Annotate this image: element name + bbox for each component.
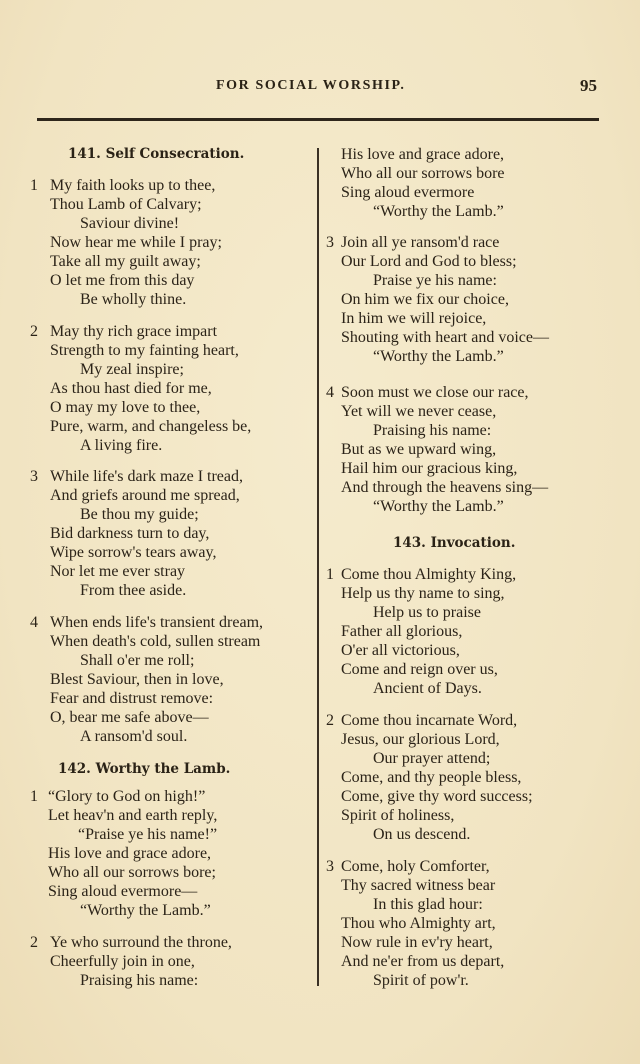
verse-line: On him we fix our choice, — [341, 291, 509, 308]
verse-line: And through the heavens sing— — [341, 479, 549, 496]
verse-line: His love and grace adore, — [341, 146, 505, 163]
verse-line: Be thou my guide; — [80, 506, 199, 523]
verse-line: But as we upward wing, — [341, 441, 497, 458]
verse-line: My faith looks up to thee, — [50, 177, 216, 194]
verse-line: Sing aloud evermore— — [48, 883, 198, 900]
stanza-number: 1 — [30, 788, 38, 805]
hymn-title-142: 142. Worthy the Lamb. — [58, 761, 231, 777]
verse-line: Our Lord and God to bless; — [341, 253, 517, 270]
verse-line: My zeal inspire; — [80, 361, 184, 378]
verse-line: Who all our sorrows bore — [341, 165, 505, 182]
hymn-title-143: 143. Invocation. — [393, 535, 516, 551]
verse-line: Hail him our gracious king, — [341, 460, 518, 477]
verse-line: Shouting with heart and voice— — [341, 329, 549, 346]
verse-line: While life's dark maze I tread, — [50, 468, 244, 485]
verse-line: Come thou incarnate Word, — [341, 712, 518, 729]
verse-line: Praising his name: — [80, 972, 199, 989]
running-title: FOR SOCIAL WORSHIP. — [216, 78, 406, 93]
running-head — [0, 78, 640, 98]
verse-line: Help us to praise — [373, 604, 481, 621]
verse-line: Shall o'er me roll; — [80, 652, 195, 669]
verse-line: Thou Lamb of Calvary; — [50, 196, 202, 213]
verse-line: Come, holy Comforter, — [341, 858, 490, 875]
verse-line: And ne'er from us depart, — [341, 953, 505, 970]
stanza-number: 4 — [30, 614, 38, 631]
verse-line: His love and grace adore, — [48, 845, 212, 862]
verse-line: And griefs around me spread, — [50, 487, 240, 504]
verse-line: Yet will we never cease, — [341, 403, 497, 420]
verse-line: “Worthy the Lamb.” — [373, 203, 504, 220]
stanza-number: 1 — [326, 566, 334, 583]
stanza-number: 2 — [326, 712, 334, 729]
verse-line: In him we will rejoice, — [341, 310, 487, 327]
verse-line: Be wholly thine. — [80, 291, 187, 308]
verse-line: “Glory to God on high!” — [48, 788, 206, 805]
verse-line: Strength to my fainting heart, — [50, 342, 239, 359]
stanza-number: 3 — [326, 234, 334, 251]
verse-line: Jesus, our glorious Lord, — [341, 731, 500, 748]
verse-line: O, bear me safe above— — [50, 709, 209, 726]
verse-line: O let me from this day — [50, 272, 195, 289]
verse-line: On us descend. — [373, 826, 471, 843]
verse-line: Ancient of Days. — [373, 680, 482, 697]
verse-line: Come, give thy word success; — [341, 788, 533, 805]
verse-line: Spirit of pow'r. — [373, 972, 469, 989]
verse-line: When death's cold, sullen stream — [50, 633, 261, 650]
column-divider — [317, 148, 319, 986]
verse-line: Help us thy name to sing, — [341, 585, 505, 602]
verse-line: Our prayer attend; — [373, 750, 491, 767]
verse-line: Wipe sorrow's tears away, — [50, 544, 217, 561]
verse-line: Sing aloud evermore — [341, 184, 475, 201]
hymn-title-141: 141. Self Consecration. — [68, 146, 245, 162]
verse-line: In this glad hour: — [373, 896, 483, 913]
stanza-number: 3 — [326, 858, 334, 875]
verse-line: Come, and thy people bless, — [341, 769, 522, 786]
verse-line: Pure, warm, and changeless be, — [50, 418, 252, 435]
verse-line: Thy sacred witness bear — [341, 877, 496, 894]
verse-line: “Worthy the Lamb.” — [373, 348, 504, 365]
verse-line: Come thou Almighty King, — [341, 566, 517, 583]
verse-line: A living fire. — [80, 437, 163, 454]
verse-line: Come and reign over us, — [341, 661, 498, 678]
verse-line: Now rule in ev'ry heart, — [341, 934, 493, 951]
verse-line: Fear and distrust remove: — [50, 690, 214, 707]
verse-line: O'er all victorious, — [341, 642, 460, 659]
verse-line: Take all my guilt away; — [50, 253, 201, 270]
stanza-number: 2 — [30, 934, 38, 951]
verse-line: Spirit of holiness, — [341, 807, 455, 824]
verse-line: Let heav'n and earth reply, — [48, 807, 218, 824]
verse-line: “Worthy the Lamb.” — [373, 498, 504, 515]
verse-line: Saviour divine! — [80, 215, 180, 232]
verse-line: Join all ye ransom'd race — [341, 234, 500, 251]
verse-line: O may my love to thee, — [50, 399, 201, 416]
verse-line: Praise ye his name: — [373, 272, 497, 289]
verse-line: A ransom'd soul. — [80, 728, 188, 745]
verse-line: Blest Saviour, then in love, — [50, 671, 224, 688]
verse-line: Nor let me ever stray — [50, 563, 186, 580]
verse-line: “Worthy the Lamb.” — [80, 902, 211, 919]
stanza-number: 1 — [30, 177, 38, 194]
verse-line: When ends life's transient dream, — [50, 614, 264, 631]
verse-line: Bid darkness turn to day, — [50, 525, 210, 542]
verse-line: From thee aside. — [80, 582, 187, 599]
verse-line: Father all glorious, — [341, 623, 463, 640]
verse-line: Now hear me while I pray; — [50, 234, 222, 251]
verse-line: As thou hast died for me, — [50, 380, 212, 397]
verse-line: May thy rich grace impart — [50, 323, 218, 340]
page-number: 95 — [580, 76, 597, 95]
verse-line: Soon must we close our race, — [341, 384, 529, 401]
stanza-number: 2 — [30, 323, 38, 340]
stanza-number: 3 — [30, 468, 38, 485]
stanza-number: 4 — [326, 384, 334, 401]
verse-line: Who all our sorrows bore; — [48, 864, 216, 881]
verse-line: Ye who surround the throne, — [50, 934, 232, 951]
verse-line: “Praise ye his name!” — [78, 826, 218, 843]
verse-line: Thou who Almighty art, — [341, 915, 496, 932]
verse-line: Praising his name: — [373, 422, 492, 439]
header-rule — [37, 118, 599, 121]
verse-line: Cheerfully join in one, — [50, 953, 195, 970]
